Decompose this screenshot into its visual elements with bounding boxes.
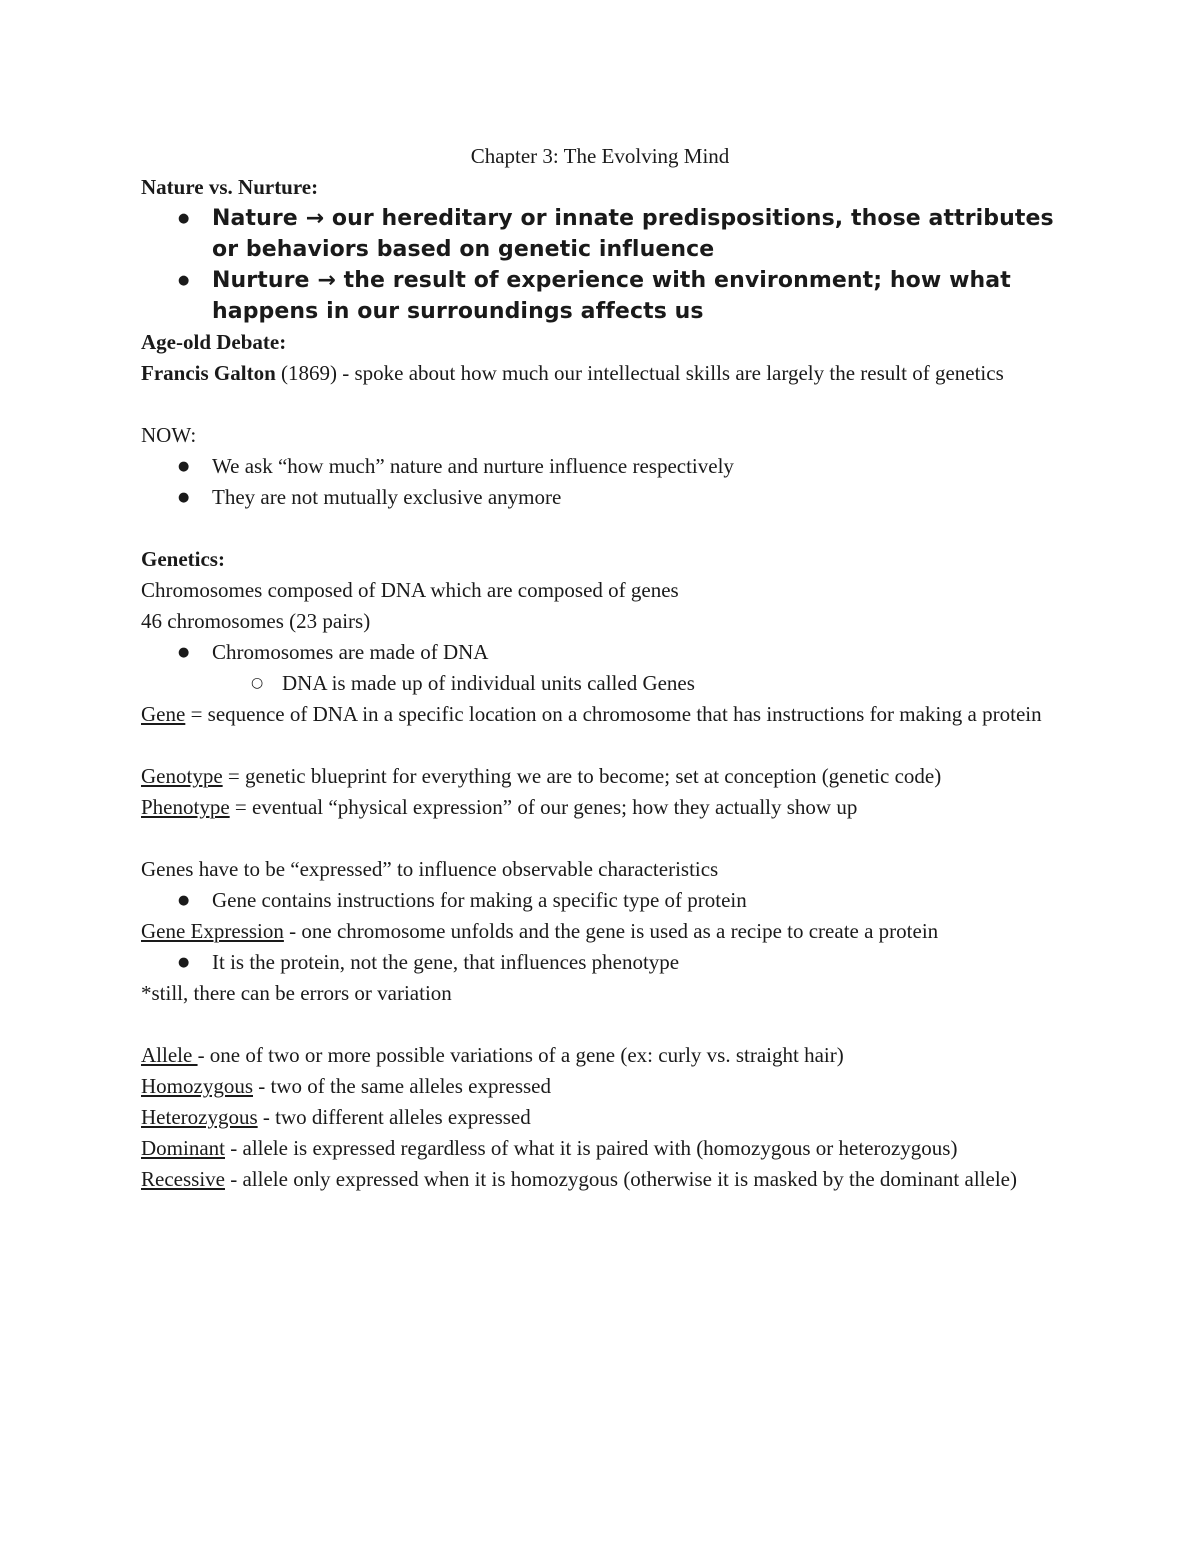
- expression-intro: Genes have to be “expressed” to influence observable characteristics: [141, 857, 719, 881]
- definition-term: Genotype: [141, 764, 223, 788]
- definition-text: - one of two or more possible variations of a gene (ex: curly vs. straight hair): [197, 1043, 844, 1067]
- definition-term: Phenotype: [141, 795, 230, 819]
- definition-term: Homozygous: [141, 1074, 253, 1098]
- allele-definition: [141, 1040, 1071, 1071]
- galton-text: (1869) - spoke about how much our intellectual skills are largely the result of genetics: [275, 361, 1004, 385]
- expression-list: [141, 885, 1071, 916]
- blank-line: [141, 389, 1071, 420]
- list-item: ● Gene contains instructions for making a specific type of protein: [141, 885, 1071, 916]
- blank-line: [141, 513, 1071, 544]
- definition-term: Dominant: [141, 1136, 225, 1160]
- genetics-list: [141, 637, 1071, 668]
- genetics-heading: Genetics:: [141, 547, 225, 571]
- definition-text: = sequence of DNA in a specific location on a chromosome that has instructions for making a protein: [185, 702, 1042, 726]
- heterozygous-definition: [141, 1102, 1071, 1133]
- homozygous-definition: [141, 1071, 1071, 1102]
- definition-text: - two different alleles expressed: [257, 1105, 531, 1129]
- genetics-sublist: [141, 668, 1071, 699]
- list-item: ● Nature → our hereditary or innate predispositions, those attributes or behaviors based on genetic influence: [141, 203, 1071, 265]
- blank-line: [141, 730, 1071, 761]
- sub-list-item: ○ DNA is made up of individual units called Genes: [141, 668, 1071, 699]
- list-item: ● Chromosomes are made of DNA: [141, 637, 1071, 668]
- page-title: Chapter 3: The Evolving Mind: [470, 144, 730, 168]
- definition-text: = eventual “physical expression” of our genes; how they actually show up: [229, 795, 858, 819]
- galton-name: Francis Galton: [141, 361, 276, 385]
- gene-expression-definition: [141, 916, 1071, 947]
- definition-term: Gene Expression: [141, 919, 284, 943]
- gene-definition: [141, 699, 1071, 730]
- definition-text: - allele is expressed regardless of what it is paired with (homozygous or heterozygous): [225, 1136, 958, 1160]
- definition-term: Gene: [141, 702, 186, 726]
- galton-paragraph: [141, 358, 1071, 389]
- debate-heading: Age-old Debate:: [141, 330, 287, 354]
- blank-line: [141, 1009, 1071, 1040]
- blank-line: [141, 823, 1071, 854]
- now-list: [141, 451, 1071, 513]
- genotype-definition: [141, 761, 1071, 792]
- list-item: ● Nurture → the result of experience with environment; how what happens in our surroundings affects us: [141, 265, 1071, 327]
- nature-nurture-list: [141, 203, 1071, 327]
- list-item: ● They are not mutually exclusive anymore: [141, 482, 1071, 513]
- dominant-definition: [141, 1133, 1071, 1164]
- definition-text: - two of the same alleles expressed: [253, 1074, 551, 1098]
- now-heading: NOW:: [141, 423, 197, 447]
- document-body: [141, 141, 1071, 1195]
- definition-text: - one chromosome unfolds and the gene is used as a recipe to create a protein: [283, 919, 939, 943]
- definition-term: Heterozygous: [141, 1105, 258, 1129]
- genetics-line: 46 chromosomes (23 pairs): [141, 609, 371, 633]
- expression-note: *still, there can be errors or variation: [141, 981, 452, 1005]
- expression-list-2: [141, 947, 1071, 978]
- definition-term: Recessive: [141, 1167, 225, 1191]
- list-item: ● It is the protein, not the gene, that influences phenotype: [141, 947, 1071, 978]
- definition-text: = genetic blueprint for everything we are to become; set at conception (genetic code): [222, 764, 942, 788]
- recessive-definition: [141, 1164, 1071, 1195]
- phenotype-definition: [141, 792, 1071, 823]
- genetics-line: Chromosomes composed of DNA which are composed of genes: [141, 578, 679, 602]
- list-item: ● We ask “how much” nature and nurture influence respectively: [141, 451, 1071, 482]
- definition-term: Allele: [141, 1043, 198, 1067]
- nature-nurture-heading: Nature vs. Nurture:: [141, 175, 319, 199]
- definition-text: - allele only expressed when it is homozygous (otherwise it is masked by the dominant allele): [224, 1167, 1017, 1191]
